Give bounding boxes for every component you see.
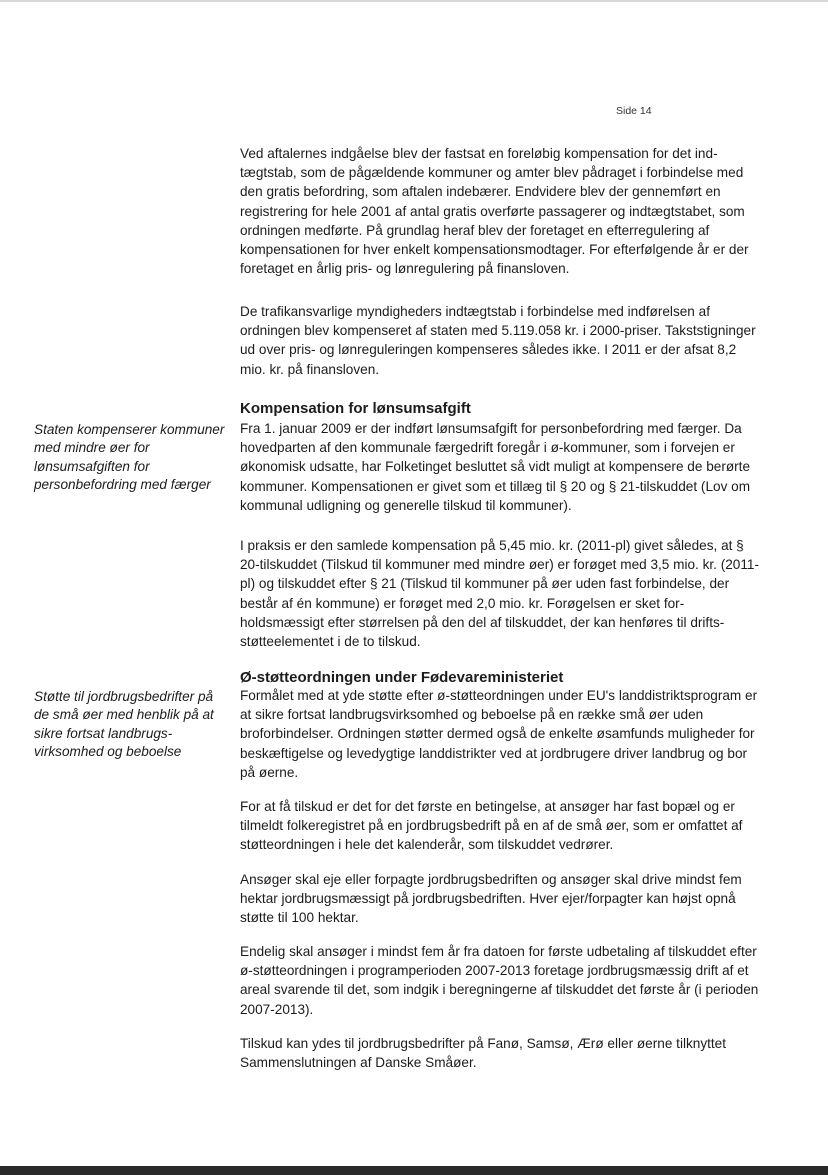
margin-note-lonsumsafgift: Staten kompenserer kommuner med mindre øer for lønsumsafgiften for personbefordring med færger: [34, 422, 225, 493]
margin-note-ostotte: Støtte til jordbrugsbedrifter på de små øer med henblik på at sikre fortsat landbrugsvirksomhed og beboelse: [34, 689, 214, 760]
section-1-paragraph-1: Fra 1. januar 2009 er der indført lønsumsafgift for personbefordring med færger. Da hovedparten af den kommunale færgedrift foregår i ø-kommuner, som i forvejen er økonomisk udsatte, har Folketinget besluttet så vidt muligt at kompensere de berørte kommuner. Kompensationen er givet som et tillæg til § 20 og § 21-tilskuddet (Lov om kommunal udligning og generelle tilskud til kommuner).: [240, 421, 751, 513]
intro-paragraph-2: De trafikansvarlige myndigheders indtægtstab i forbindelse med indførelsen af ordningen blev kompenseret af staten med 5.119.058 kr. i 2000-priser. Takststigninger ud over pris- og lønreguleringen kompenseres således ikke. I 2011 er der afsat 8,2 mio. kr. på finansloven.: [240, 304, 756, 377]
page-number: Side 14: [616, 105, 652, 117]
section-2-paragraph-1: Formålet med at yde støtte efter ø-støtteordningen under EU's landdistriktsprogram er at sikre fortsat landbrugsvirksomhed og beboelse på en række små øer uden broforbindelser. Ordningen støtter dermed også de enkelte øsamfunds muligheder for beskæftigelse og levedygtige landdistrikter ved at jordbrugere driver landbrug og bor på øerne.: [240, 688, 758, 780]
top-border-line: [0, 0, 828, 2]
section-2-paragraph-2: For at få tilskud er det for det første en betingelse, at ansøger har fast bopæl og er tilmeldt folkeregistret på en jordbrugsbedrift på en af de små øer, som er omfattet af støtteordningen i hele det kalenderår, som tilskuddet vedrører.: [240, 799, 743, 853]
section-2-paragraph-5: Tilskud kan ydes til jordbrugsbedrifter på Fanø, Samsø, Ærø eller øerne tilknyttet Sammenslutningen af Danske Småøer.: [240, 1036, 727, 1071]
intro-paragraph-1: Ved aftalernes indgåelse blev der fastsat en foreløbig kompensation for det indtægtstab, som de pågældende kommuner og amter blev pådraget i forbindelse med den gratis befordring, som aftalen indebærer. Endvidere blev der gennemført en registrering for hele 2001 af antal gratis overførte passagerer og indtægtstabet, som ordningen medførte. På grundlag heraf blev der foretaget en efterregulering af kompensationen for hver enkelt kompensationsmodtager. For efterfølgende år er der foretaget en årlig pris- og lønregulering på finansloven.: [240, 146, 749, 277]
section-2-paragraph-3: Ansøger skal eje eller forpagte jordbrugsbedriften og ansøger skal drive mindst fem hektar jordbrugsmæssigt på jordbrugsbedriften. Hver ejer/forpagter kan højst opnå støtte til 100 hektar.: [240, 872, 742, 926]
bottom-scan-edge: [0, 1166, 828, 1175]
section-1-paragraph-2: I praksis er den samlede kompensation på 5,45 mio. kr. (2011-pl) givet således, at § 20-tilskuddet (Tilskud til kommuner med mindre øer) er forøget med 3,5 mio. kr. (2011-pl) og tilskuddet efter § 21 (Tilskud til kommuner på øer uden fast forbindelse, der består af én kommune) er forøget med 2,0 mio. kr. Forøgelsen er sket forholdsmæssigt efter størrelsen på den del af tilskuddet, der kan henføres til driftsstøtteelementet i de to tilskud.: [240, 538, 760, 650]
section-2-paragraph-4: Endelig skal ansøger i mindst fem år fra datoen for første udbetaling af tilskuddet efter ø-støtteordningen i programperioden 2007-2013 foretage jordbrugsmæssig drift af et areal svarende til det, som indgik i beregningerne af tilskuddet det første år (i perioden 2007-2013).: [240, 944, 759, 1017]
section-heading-ostotte: Ø-støtteordningen under Fødevareministeriet: [240, 669, 564, 686]
section-heading-lonsumsafgift: Kompensation for lønsumsafgift: [240, 400, 471, 417]
